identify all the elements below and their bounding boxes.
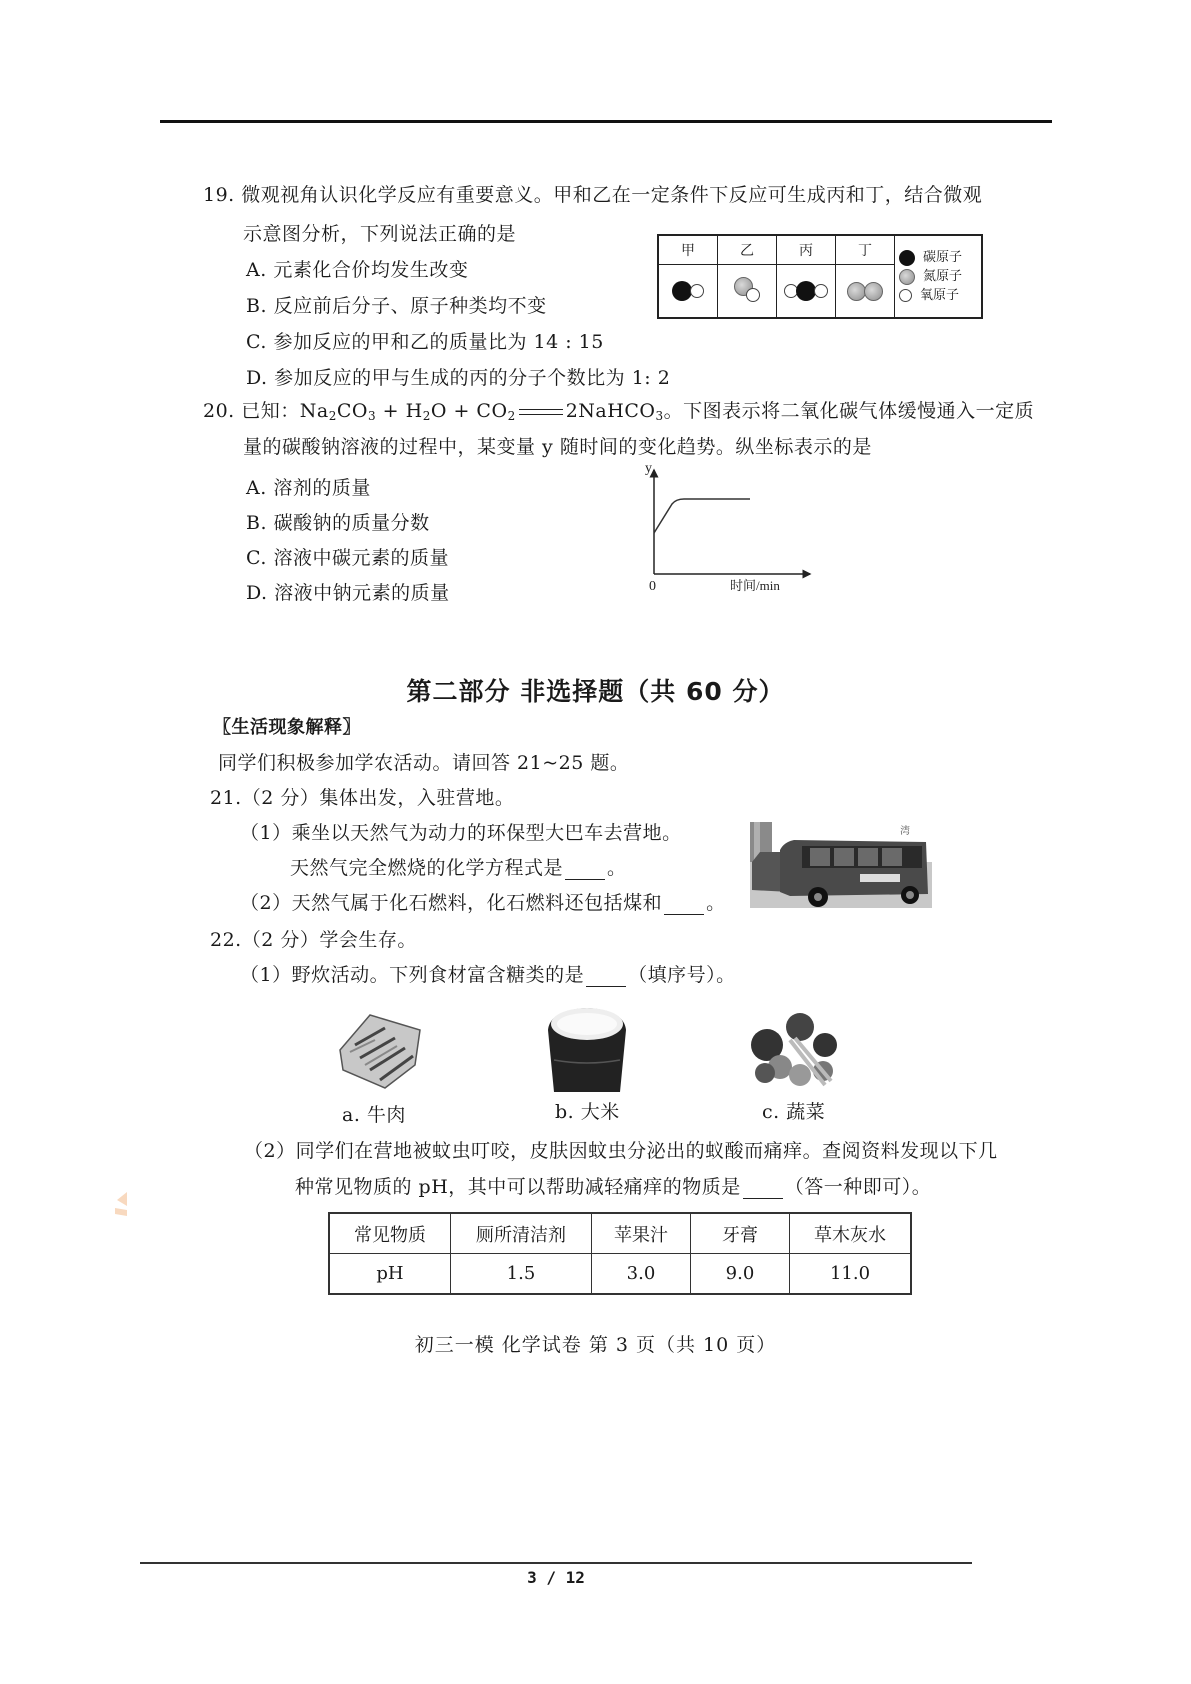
option-label: D. xyxy=(246,367,268,389)
q20-option-d xyxy=(246,581,450,605)
option-text: 参加反应的甲与生成的丙的分子个数比为 1: 2 xyxy=(274,367,671,389)
option-text: 反应前后分子、原子种类均不变 xyxy=(273,295,547,317)
beef-image xyxy=(335,1010,425,1090)
q21-sub1-line1: （1）乘坐以天然气为动力的环保型大巴车去营地。 xyxy=(240,822,682,844)
rice-image xyxy=(542,1000,632,1095)
q21-sub1-line2: 天然气完全燃烧的化学方程式是 。 xyxy=(290,857,627,879)
q19-molecule-diagram xyxy=(657,234,983,319)
vegetables-image xyxy=(745,1005,845,1095)
ph-header-cell: 草木灰水 xyxy=(790,1213,912,1254)
option-label: C. xyxy=(246,547,267,569)
part2-intro: 同学们积极参加学农活动。请回答 21~25 题。 xyxy=(218,752,630,774)
legend-label: 氮原子 xyxy=(923,268,963,284)
q19-option-d xyxy=(246,366,670,390)
ph-value-cell: 9.0 xyxy=(691,1254,790,1295)
answer-blank[interactable] xyxy=(664,896,704,915)
option-text: 元素化合价均发生改变 xyxy=(273,259,469,281)
q20-option-c xyxy=(246,546,449,570)
carbon-atom-icon xyxy=(899,250,915,266)
q20-option-a xyxy=(246,476,371,500)
carbon-atom-icon xyxy=(672,281,692,301)
part2-title: 第二部分 非选择题（共 60 分） xyxy=(406,677,785,706)
ph-value-cell: 3.0 xyxy=(592,1254,691,1295)
ph-header-cell: 常见物质 xyxy=(329,1213,451,1254)
nitrogen-atom-icon xyxy=(864,282,883,301)
q19-option-c xyxy=(246,330,604,354)
q19-stem-line2: 示意图分析，下列说法正确的是 xyxy=(243,223,517,245)
page-number: 3 / 12 xyxy=(527,1568,585,1587)
q22-sub1: （1）野炊活动。下列食材富含糖类的是 （填序号）。 xyxy=(240,964,736,986)
watermark-fragment xyxy=(115,1180,145,1220)
answer-blank[interactable] xyxy=(586,968,626,987)
q21-sub2: （2）天然气属于化石燃料，化石燃料还包括煤和 。 xyxy=(240,892,726,914)
oxygen-atom-icon xyxy=(746,288,760,302)
option-label: B. xyxy=(246,512,268,534)
legend-carbon xyxy=(899,248,977,267)
food-label-c: c. 蔬菜 xyxy=(762,1101,826,1123)
ph-value-cell: 11.0 xyxy=(790,1254,912,1295)
q21-head: 21.（2 分）集体出发，入驻营地。 xyxy=(210,787,515,809)
q20-stem-line1 xyxy=(203,399,1034,428)
answer-blank[interactable] xyxy=(743,1180,783,1199)
molecule-bing xyxy=(777,265,836,319)
legend-label: 氧原子 xyxy=(920,287,960,303)
oxygen-atom-icon xyxy=(690,284,704,298)
ph-table xyxy=(328,1212,912,1295)
q19-stem-line1 xyxy=(203,183,982,207)
q20-trend-graph xyxy=(640,462,820,597)
q20-stem-line2: 量的碳酸钠溶液的过程中，某变量 y 随时间的变化趋势。纵坐标表示的是 xyxy=(243,436,872,458)
option-text: 溶液中碳元素的质量 xyxy=(273,547,449,569)
option-label: D. xyxy=(246,582,268,604)
carbon-atom-icon xyxy=(796,281,816,301)
exam-footer: 初三一模 化学试卷 第 3 页（共 10 页） xyxy=(414,1334,777,1356)
part2-category: 〖生活现象解释〗 xyxy=(213,717,361,738)
legend-nitrogen xyxy=(899,267,977,286)
diagram-header-ding: 丁 xyxy=(836,235,895,265)
q19-option-a xyxy=(246,258,468,282)
q19-option-b xyxy=(246,294,547,318)
ph-header-cell: 厕所清洁剂 xyxy=(451,1213,592,1254)
q20-prefix: 已知： xyxy=(241,400,300,422)
x-axis-label: 时间/min xyxy=(730,578,780,593)
q20-stem-tail: 。下图表示将二氧化碳气体缓慢通入一定质 xyxy=(663,400,1035,422)
option-text: 溶液中钠元素的质量 xyxy=(274,582,450,604)
ph-table-header-row xyxy=(329,1213,911,1254)
equals-sign xyxy=(519,409,563,415)
nitrogen-atom-icon xyxy=(899,269,915,285)
origin-label: 0 xyxy=(649,579,656,594)
answer-blank[interactable] xyxy=(565,861,605,880)
diagram-header-jia: 甲 xyxy=(658,235,718,265)
svg-text:湾: 湾 xyxy=(900,826,910,837)
option-label: A. xyxy=(246,477,267,499)
q20-equation: $Na_2CO_3 + H_2O + CO_2$ 2NaHCO$_3$ xyxy=(299,400,664,423)
q19-stem-text: 微观视角认识化学反应有重要意义。甲和乙在一定条件下反应可生成丙和丁，结合微观 xyxy=(241,184,983,206)
option-text: 参加反应的甲和乙的质量比为 14 : 15 xyxy=(273,331,604,353)
q20-number: 20. xyxy=(203,400,235,422)
y-axis-label: y xyxy=(645,462,652,476)
diagram-header-bing: 丙 xyxy=(777,235,836,265)
q22-head: 22.（2 分）学会生存。 xyxy=(210,929,417,951)
oxygen-atom-icon xyxy=(814,284,828,298)
option-text: 溶剂的质量 xyxy=(273,477,371,499)
ph-value-cell: 1.5 xyxy=(451,1254,592,1295)
option-label: C. xyxy=(246,331,267,353)
q20-option-b xyxy=(246,511,430,535)
legend-label: 碳原子 xyxy=(923,249,963,265)
header-rule xyxy=(160,120,1052,123)
molecule-jia xyxy=(658,265,718,319)
ph-value-cell: pH xyxy=(329,1254,451,1295)
q22-sub2-line2: 种常见物质的 pH，其中可以帮助减轻痛痒的物质是 （答一种即可）。 xyxy=(295,1176,932,1198)
legend-oxygen xyxy=(899,286,977,305)
diagram-header-yi: 乙 xyxy=(718,235,777,265)
ph-header-cell: 苹果汁 xyxy=(592,1213,691,1254)
q19-number: 19. xyxy=(203,184,235,206)
molecule-ding xyxy=(836,265,895,319)
option-label: B. xyxy=(246,295,268,317)
q22-sub2-line1: （2）同学们在营地被蚊虫叮咬，皮肤因蚊虫分泌出的蚁酸而痛痒。查阅资料发现以下几 xyxy=(244,1140,998,1162)
option-label: A. xyxy=(246,259,267,281)
molecule-yi xyxy=(718,265,777,319)
food-label-a: a. 牛肉 xyxy=(342,1104,406,1126)
ph-header-cell: 牙膏 xyxy=(691,1213,790,1254)
food-label-b: b. 大米 xyxy=(555,1101,620,1123)
option-text: 碳酸钠的质量分数 xyxy=(273,512,430,534)
atom-legend xyxy=(895,235,983,318)
footer-rule xyxy=(140,1562,972,1564)
trend-curve xyxy=(654,499,750,533)
ph-table-value-row xyxy=(329,1254,911,1295)
bus-image xyxy=(750,822,932,908)
oxygen-atom-icon xyxy=(899,289,912,302)
